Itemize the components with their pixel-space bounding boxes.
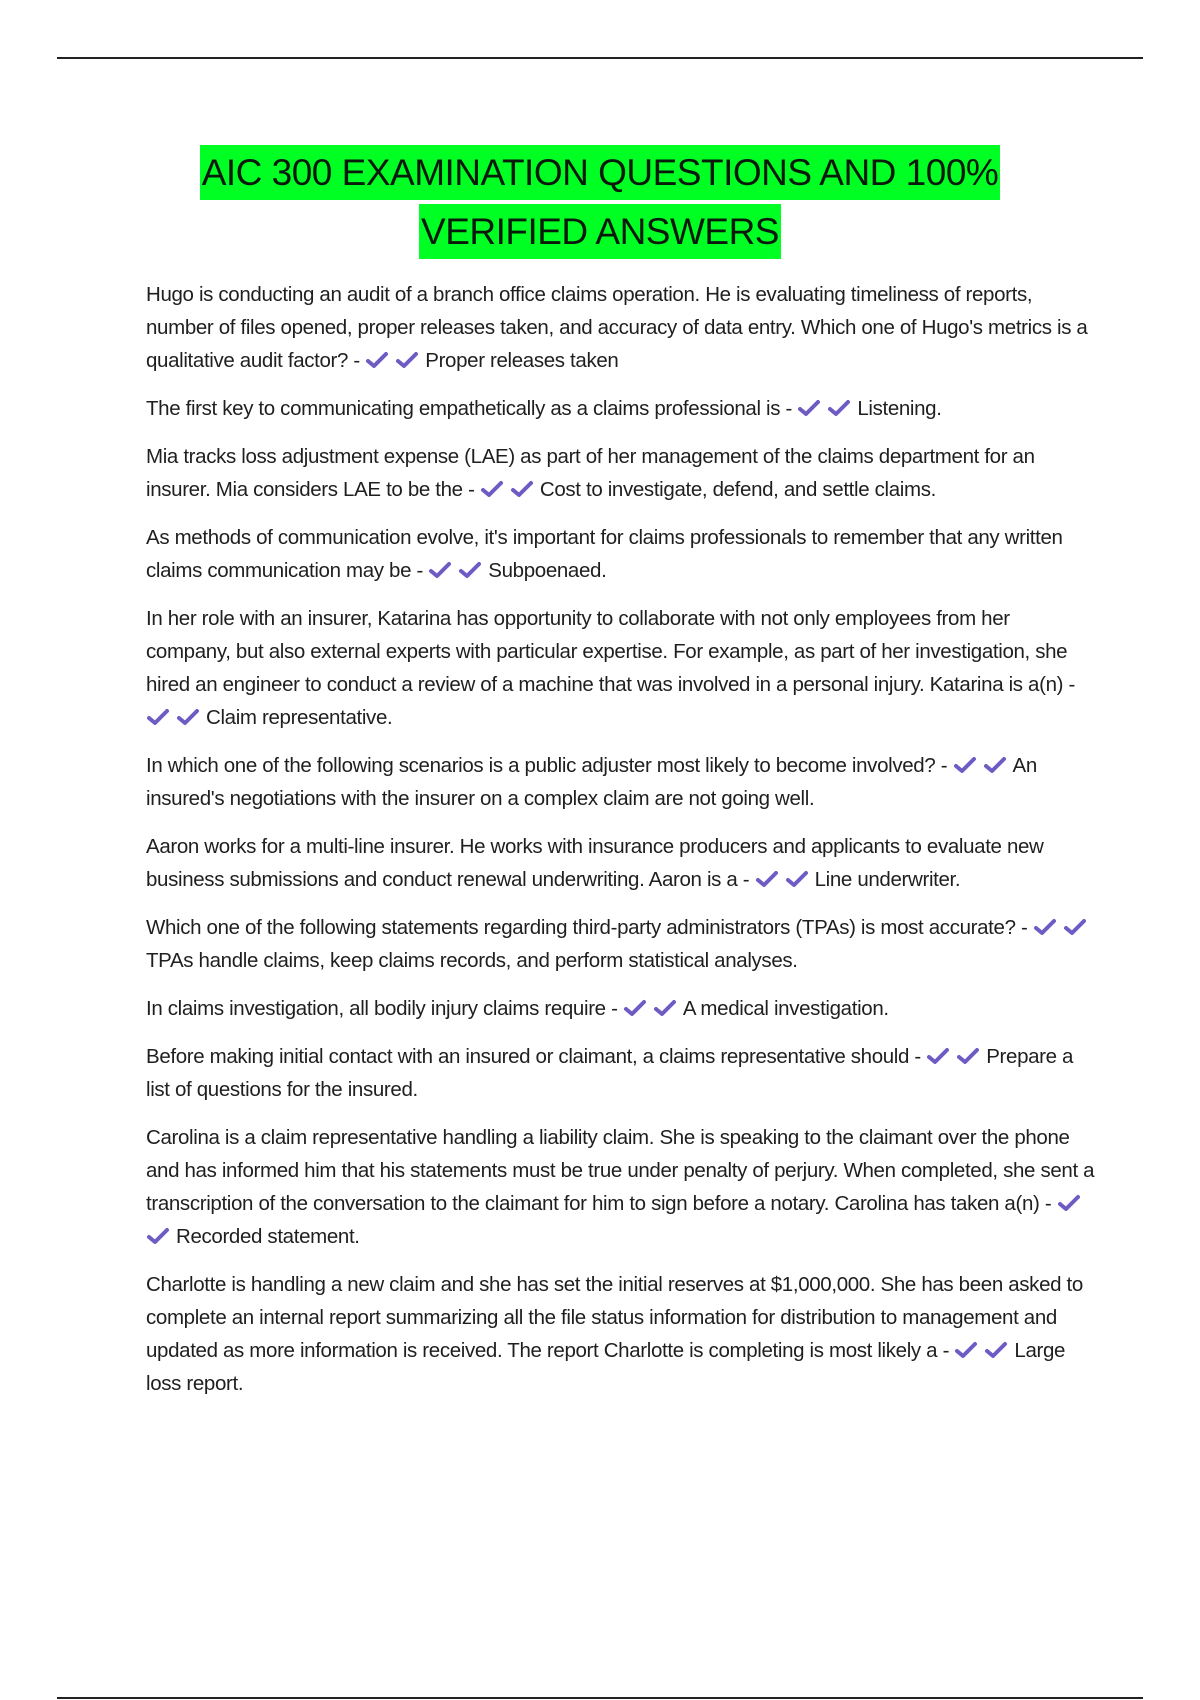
check-icon xyxy=(785,869,809,889)
question-text: Hugo is conducting an audit of a branch office claims operation. He is evaluating timeliness of reports, number of files opened, proper releases taken, and accuracy of data entry. Which one of Hugo's metrics is a qualitative audit factor? xyxy=(146,283,1088,372)
qa-item xyxy=(146,911,1096,977)
separator: - xyxy=(737,868,755,891)
separator: - xyxy=(348,349,366,372)
question-text: Which one of the following statements regarding third-party administrators (TPAs) is most accurate? xyxy=(146,916,1016,939)
answer-text: Prepare a list of questions for the insured. xyxy=(146,1045,1074,1101)
qa-item xyxy=(146,440,1096,506)
check-icon xyxy=(395,350,419,370)
question-text: The first key to communicating empathetically as a claims professional is xyxy=(146,397,781,420)
qa-item xyxy=(146,1268,1096,1400)
footer-rule xyxy=(57,1697,1143,1699)
question-text: As methods of communication evolve, it's important for claims professionals to remember that any written claims communication may be xyxy=(146,526,1063,582)
check-icon xyxy=(176,707,200,727)
answer-text: TPAs handle claims, keep claims records, and perform statistical analyses. xyxy=(146,949,798,972)
question-text: Mia tracks loss adjustment expense (LAE) as part of her management of the claims department for an insurer. Mia considers LAE to be the xyxy=(146,445,1035,501)
check-icon xyxy=(653,998,677,1018)
check-icon xyxy=(428,560,452,580)
question-text: In claims investigation, all bodily injury claims require xyxy=(146,997,606,1020)
answer-text: Claim representative. xyxy=(206,706,393,729)
check-icon xyxy=(146,707,170,727)
check-icon xyxy=(365,350,389,370)
check-icon xyxy=(983,755,1007,775)
check-icon xyxy=(827,398,851,418)
question-text: Charlotte is handling a new claim and she has set the initial reserves at $1,000,000. She has been asked to complete an internal report summarizing all the file status information for distribution to management and updated as more information is received. The report Charlotte is completing is most likely a xyxy=(146,1273,1083,1362)
separator: - xyxy=(937,1339,955,1362)
check-icon xyxy=(480,479,504,499)
qa-item xyxy=(146,1040,1096,1106)
separator: - xyxy=(605,997,623,1020)
check-icon xyxy=(458,560,482,580)
qa-item xyxy=(146,1121,1096,1253)
question-text: Before making initial contact with an insured or claimant, a claims representative should xyxy=(146,1045,910,1068)
title-line-1: AIC 300 EXAMINATION QUESTIONS AND 100% xyxy=(200,145,1001,200)
separator: - xyxy=(935,754,953,777)
document-title xyxy=(0,145,1200,259)
check-icon xyxy=(1063,917,1087,937)
question-text: Carolina is a claim representative handling a liability claim. She is speaking to the claimant over the phone and has informed him that his statements must be true under penalty of perjury. When completed, she sent a transcription of the conversation to the claimant for him to sign before a notary. Carolina has taken a(n) xyxy=(146,1126,1095,1215)
answer-text: Large loss report. xyxy=(146,1339,1066,1395)
qa-item xyxy=(146,830,1096,896)
check-icon xyxy=(956,1046,980,1066)
check-icon xyxy=(1057,1193,1081,1213)
title-line-2: VERIFIED ANSWERS xyxy=(419,204,781,259)
check-icon xyxy=(954,1340,978,1360)
check-icon xyxy=(510,479,534,499)
qa-item xyxy=(146,521,1096,587)
separator: - xyxy=(411,559,429,582)
qa-item xyxy=(146,602,1096,734)
separator: - xyxy=(462,478,480,501)
answer-text: Subpoenaed. xyxy=(488,559,607,582)
answer-text: Cost to investigate, defend, and settle claims. xyxy=(539,478,936,501)
qa-item xyxy=(146,392,1096,425)
check-icon xyxy=(953,755,977,775)
question-text: In her role with an insurer, Katarina has opportunity to collaborate with not only employees from her company, but also external experts with particular expertise. For example, as part of her investigation, she hired an engineer to conduct a review of a machine that was involved in a personal injury. Katarina is a(n) xyxy=(146,607,1068,696)
qa-list xyxy=(146,278,1096,1415)
question-text: Aaron works for a multi-line insurer. He works with insurance producers and applicants to evaluate new business submissions and conduct renewal underwriting. Aaron is a xyxy=(146,835,1044,891)
check-icon xyxy=(797,398,821,418)
check-icon xyxy=(623,998,647,1018)
answer-text: Line underwriter. xyxy=(814,868,961,891)
separator: - xyxy=(1015,916,1033,939)
separator: - xyxy=(909,1045,927,1068)
answer-text: Proper releases taken xyxy=(425,349,619,372)
separator: - xyxy=(1063,673,1075,696)
question-text: In which one of the following scenarios is a public adjuster most likely to become involved? xyxy=(146,754,936,777)
check-icon xyxy=(926,1046,950,1066)
check-icon xyxy=(984,1340,1008,1360)
check-icon xyxy=(1033,917,1057,937)
qa-item xyxy=(146,749,1096,815)
separator: - xyxy=(1039,1192,1057,1215)
answer-text: An insured's negotiations with the insurer on a complex claim are not going well. xyxy=(146,754,1037,810)
qa-item xyxy=(146,278,1096,377)
header-rule xyxy=(57,57,1143,59)
separator: - xyxy=(780,397,798,420)
answer-text: Recorded statement. xyxy=(176,1225,360,1248)
answer-text: A medical investigation. xyxy=(682,997,889,1020)
qa-item xyxy=(146,992,1096,1025)
check-icon xyxy=(146,1226,170,1246)
check-icon xyxy=(755,869,779,889)
answer-text: Listening. xyxy=(857,397,942,420)
